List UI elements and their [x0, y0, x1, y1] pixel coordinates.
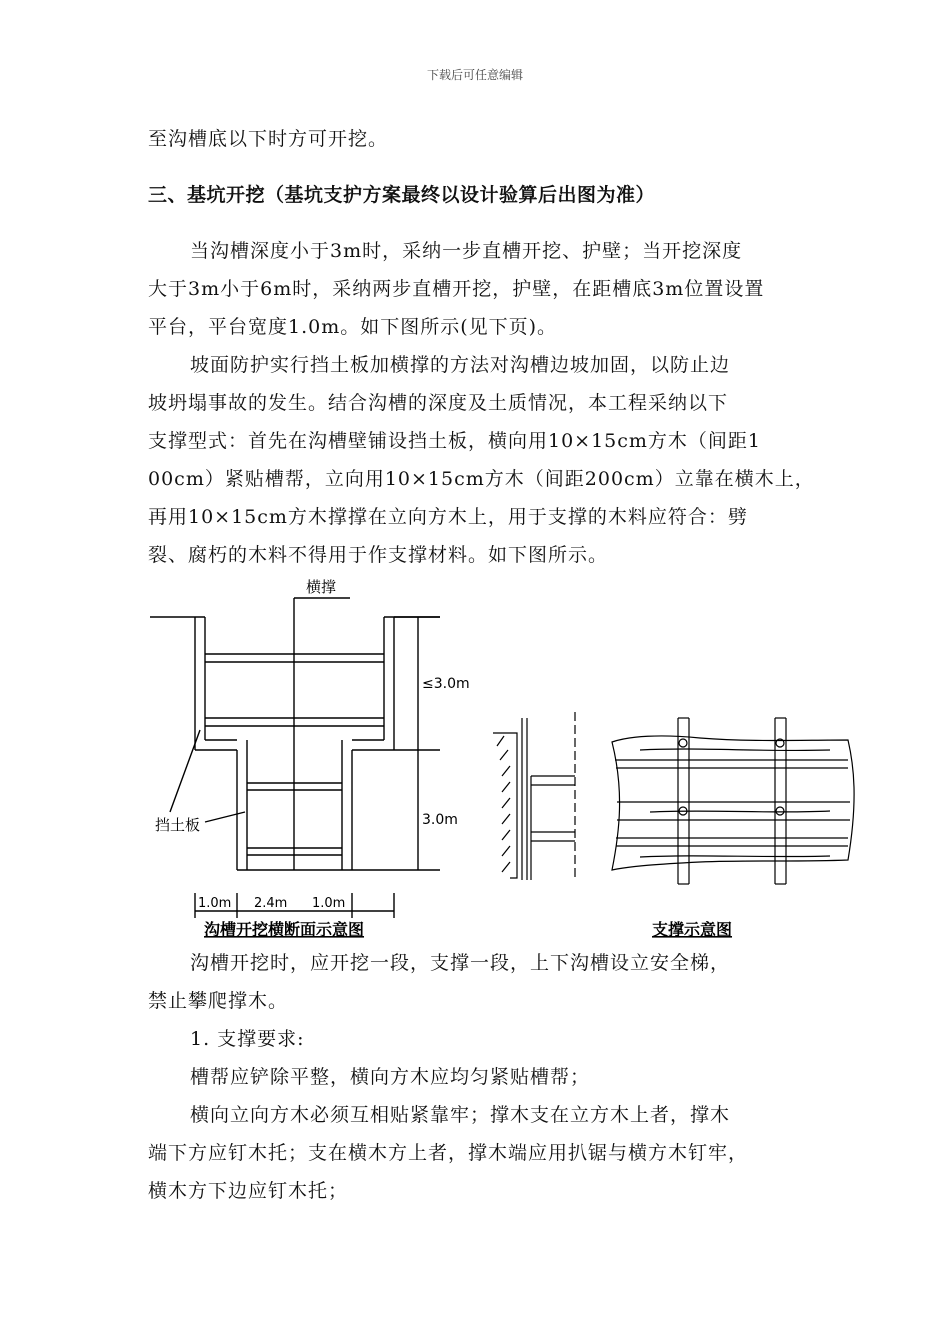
caption-trench: 沟槽开挖横断面示意图 [204, 920, 365, 939]
paragraph-line: 横木方下边应钉木托； [148, 1180, 349, 1202]
paragraph-line: 大于3m小于6m时，采纳两步直槽开挖，护壁，在距槽底3m位置设置 [148, 278, 765, 300]
dim-bottom-left: 1.0m [198, 896, 232, 911]
paragraph-line: 1. 支撑要求: [190, 1028, 305, 1050]
paragraph-line: 00cm）紧贴槽帮，立向用10×15cm方木（间距200cm）立靠在横木上， [148, 468, 815, 490]
dim-bottom-mid: 2.4m [254, 896, 288, 911]
paragraph-line: 禁止攀爬撑木。 [148, 990, 289, 1012]
paragraph-line: 平台，平台宽度1.0m。如下图所示(见下页)。 [148, 316, 558, 338]
paragraph-line: 支撑型式：首先在沟槽壁铺设挡土板，横向用10×15cm方木（间距1 [148, 430, 762, 452]
paragraph-line: 当沟槽深度小于3m时，采纳一步直槽开挖、护壁；当开挖深度 [190, 240, 743, 262]
paragraph-line: 沟槽开挖时，应开挖一段，支撑一段，上下沟槽设立安全梯， [190, 952, 731, 974]
paragraph-line: 坡面防护实行挡土板加横撑的方法对沟槽边坡加固，以防止边 [190, 354, 731, 376]
paragraph-line: 再用10×15cm方木撑撑在立向方木上，用于支撑的木料应符合：劈 [148, 506, 748, 528]
dim-upper: ≤3.0m [422, 676, 470, 692]
section-heading: 三、基坑开挖（基坑支护方案最终以设计验算后出图为准） [148, 184, 656, 206]
side-support-figure [493, 712, 575, 880]
header-note: 下载后可任意编辑 [426, 68, 523, 82]
trench-diagram [0, 575, 950, 945]
dim-lower: 3.0m [422, 812, 458, 828]
dim-bottom-right: 1.0m [312, 896, 346, 911]
paragraph-line: 横向立向方木必须互相贴紧靠牢；撑木支在立方木上者，撑木 [190, 1104, 731, 1126]
paragraph-line: 裂、腐朽的木料不得用于作支撑材料。如下图所示。 [148, 544, 609, 566]
paragraph-line: 槽帮应铲除平整，横向方木应均匀紧贴槽帮； [190, 1066, 591, 1088]
paragraph-line: 至沟槽底以下时方可开挖。 [148, 128, 389, 150]
paragraph-line: 坡坍塌事故的发生。结合沟槽的深度及土质情况，本工程采纳以下 [148, 392, 729, 414]
paragraph-line: 端下方应钉木托；支在横木方上者，撑木端应用扒锯与横方木钉牢， [148, 1142, 749, 1164]
label-board: 挡土板 [155, 816, 201, 834]
label-strut: 横撑 [306, 578, 337, 596]
board-support-figure [612, 718, 854, 884]
caption-support: 支撑示意图 [652, 920, 733, 939]
